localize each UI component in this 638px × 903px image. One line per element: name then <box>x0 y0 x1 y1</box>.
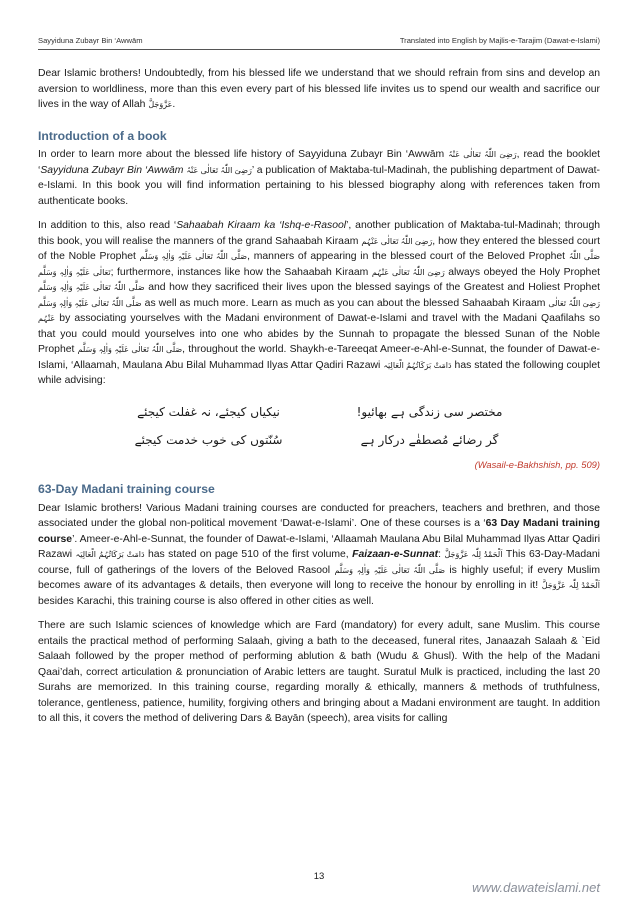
paragraph-book: In order to learn more about the blessed life history of Sayyiduna Zubayr Bin ‘Awwām رَضِیَ اللّٰہُ تَعَالٰی عَنْہُ, read the booklet ‘Sayyiduna Zubayr Bin ‘Awwām رَضِیَ اللّٰہُ تَعَالٰی عَنْہُ’ a publication of Maktaba-tul-Madinah, the publishing department of Dawat-e-Islami. In this book you will find information pertaining to his blessed biography along with references taken from authenticate books. <box>38 149 600 207</box>
dua-text: دَامَتْ بَرَکَاتُہُمُ الْعَالِیَہ <box>383 360 452 370</box>
book-title: Faizaan-e-Sunnat <box>352 549 439 560</box>
course-name: 63 Day Madani training course <box>38 518 600 545</box>
couplet-line-1a: مختصر سی زندگی ہے بھائیو! <box>356 404 503 419</box>
paragraph-intro: Dear Islamic brothers! Undoubtedly, from his blessed life we understand that we should refrain from sins and develop an aversion to worldliness, more than this even every part of his blessed life invites us to spend our wealth and sacrifice our lives in the way of Allah عَزَّوَجَلَّ. <box>38 68 600 110</box>
dua-text: صَلَّی اللّٰہُ تَعَالٰی عَلَیْہِ وَاٰلِہٖ وَسَلَّم <box>334 565 445 575</box>
dua-text: اَلْحَمْدُ لِلّٰہ عَزَّوَجَلَّ <box>444 550 503 559</box>
header-translator: Translated into English by Majlis-e-Tarajim (Dawat-e-Islami) <box>399 36 600 45</box>
couplet-line-2a: گر رضائے مُصطفٰے درکار ہے <box>360 432 499 447</box>
section-heading-book: Introduction of a book <box>38 128 167 143</box>
paragraph-sahaabah: In addition to this, also read ‘Sahaabah Kiraam ka ‘Ishq-e-Rasool’, another publication of Maktaba-tul-Madinah; through this book, you will realise the manners of the grand Sahaabah Kiraam رَضِیَ اللّٰہُ تَعَالٰی عَنْہُم, how they entered the blessed court of the Noble Prophet صَلَّی اللّٰہُ تَعَالٰی عَلَیْہِ وَاٰلِہٖ وَسَلَّم, manners of appearing in the blessed court of the Beloved Prophet صَلَّی اللّٰہُ تَعَالٰی عَلَیْہِ وَاٰلِہٖ وَسَلَّم; furthermore, instances like how the Sahaabah Kiraam رَضِیَ اللّٰہُ تَعَالٰی عَنْہُم always obeyed the Holy Prophet صَلَّی اللّٰہُ تَعَالٰی عَلَیْہِ وَاٰلِہٖ وَسَلَّم and how they sacrificed their lives upon the blessed sayings of the Greatest and Holiest Prophet صَلَّی اللّٰہُ تَعَالٰی عَلَیْہِ وَاٰلِہٖ وَسَلَّم as well as much more. Learn as much as you can about the blessed Sahaabah Kiraam رَضِیَ اللّٰہُ تَعَالٰی عَنْہُم by associating yourselves with the Madani environment of Dawat-e-Islami and travel with the Madani Qaafilahs so that you could mould yourselves into one who abides by the Sunnah to propagate the blessed Sunan of the Noble Prophet صَلَّی اللّٰہُ تَعَالٰی عَلَیْہِ وَاٰلِہٖ وَسَلَّم, throughout the world. Shaykh-e-Tareeqat Ameer-e-Ahl-e-Sunnat, the founder of Dawat-e-Islami, ‘Allaamah, Maulana Abu Bilal Muhammad Ilyas Attar Qadiri Razawi دَامَتْ بَرَکَاتُہُمُ الْعَالِیَہ has stated the following couplet while advising: <box>38 220 601 386</box>
header-book-title: Sayyiduna Zubayr Bin ‘Awwām <box>38 36 143 45</box>
booklet-title: Sayyiduna Zubayr Bin ‘Awwām <box>40 164 184 176</box>
running-header <box>38 36 600 50</box>
dua-text: صَلَّی اللّٰہُ تَعَالٰی عَلَیْہِ وَاٰلِہٖ وَسَلَّم <box>77 345 183 354</box>
paragraph-course: Dear Islamic brothers! Various Madani training courses are conducted for preachers, teachers and brethren, and those associated under the global non-political movement ‘Dawat-e-Islami’. One of these courses is a ‘63 Day Madani training course’. Ameer-e-Ahl-e-Sunnat, the founder of Dawat-e-Islami, ‘Allaamah Maulana Abu Bilal Muhammad Ilyas Attar Qadiri Razawi دَامَتْ بَرَکَاتُہُمُ الْعَالِیَہ has stated on page 510 of the first volume, Faizaan-e-Sunnat: اَلْحَمْدُ لِلّٰہ عَزَّوَجَلَّ This 63-Day-Madani course, full of gatherings of the lovers of the Beloved Rasool صَلَّی اللّٰہُ تَعَالٰی عَلَیْہِ وَاٰلِہٖ وَسَلَّم is highly useful; if every Muslim becomes aware of its advantages & details, then everyone will long to receive the honour by enrolling in it! اَلْحَمْدُ لِلّٰہ عَزَّوَجَلَّ besides Karachi, this training course is also offered in other cities as well. <box>38 502 601 607</box>
dua-text: عَزَّوَجَلَّ <box>148 100 173 109</box>
dua-text: رَضِیَ اللّٰہُ تَعَالٰی عَنْہُم <box>361 236 433 246</box>
urdu-couplet <box>118 403 520 449</box>
dua-text: صَلَّی اللّٰہُ تَعَالٰی عَلَیْہِ وَاٰلِہٖ وَسَلَّم <box>139 252 248 261</box>
dua-text: رَضِیَ اللّٰہُ تَعَالٰی عَنْہُم <box>38 298 600 323</box>
paragraph-sciences: There are such Islamic sciences of knowledge which are Fard (mandatory) for every adult, sane Muslim. This course entails the practical method of performing Salaah, giving a bath to the deceased, funeral rites, Janaazah Salaah & `Eid Salaah followed by the proper method of performing ablution & bath (Wudu & Ghusl). With the help of the Madani Qaai’dah, correct articulation & pronunciation of Arabic letters are taught. Suratul Mulk is practiced, including the last 20 Surahs are memorized. In this training course, regarding morally & ethically, manners & methods of truthfulness, tolerance, gentleness, patience, humility, forgiving others and bringing about a Madani environment are taught. In addition to all this, it covers the method of delivering Dars & Bayān (speech), area visits for calling <box>38 620 600 724</box>
couplet-line-2b: سُنّتوں کی خوب خدمت کیجئے <box>134 432 283 447</box>
dua-text: رَضِیَ اللّٰہُ تَعَالٰی عَنْہُم <box>371 267 445 277</box>
dua-text: صَلَّی اللّٰہُ تَعَالٰی عَلَیْہِ وَاٰلِہٖ وَسَلَّم <box>38 298 142 308</box>
page-number: 13 <box>313 871 325 882</box>
dua-text: دَامَتْ بَرَکَاتُہُمُ الْعَالِیَہ <box>75 550 145 559</box>
dua-text: صَلَّی اللّٰہُ تَعَالٰی عَلَیْہِ وَاٰلِہٖ وَسَلَّم <box>38 283 145 292</box>
dua-text: رَضِیَ اللّٰہُ تَعَالٰی عَنْہُ <box>448 150 517 159</box>
dua-text: صَلَّی اللّٰہُ تَعَالٰی عَلَیْہِ وَاٰلِہٖ وَسَلَّم <box>38 252 601 277</box>
couplet-reference: (Wasail-e-Bakhshish, pp. 509) <box>474 458 600 470</box>
dua-text: اَلْحَمْدُ لِلّٰہ عَزَّوَجَلَّ <box>541 581 601 590</box>
book-title: Sahaabah Kiraam ka ‘Ishq-e-Rasool <box>176 220 347 231</box>
section-heading-course: 63-Day Madani training course <box>38 482 215 496</box>
page-content <box>38 66 600 736</box>
dua-text: رَضِیَ اللّٰہُ تَعَالٰی عَنْہُ <box>186 165 252 175</box>
couplet-line-1b: نیکیاں کیجئے، نہ غفلت کیجئے <box>137 404 280 419</box>
website-link[interactable]: www.dawateislami.net <box>472 880 600 895</box>
